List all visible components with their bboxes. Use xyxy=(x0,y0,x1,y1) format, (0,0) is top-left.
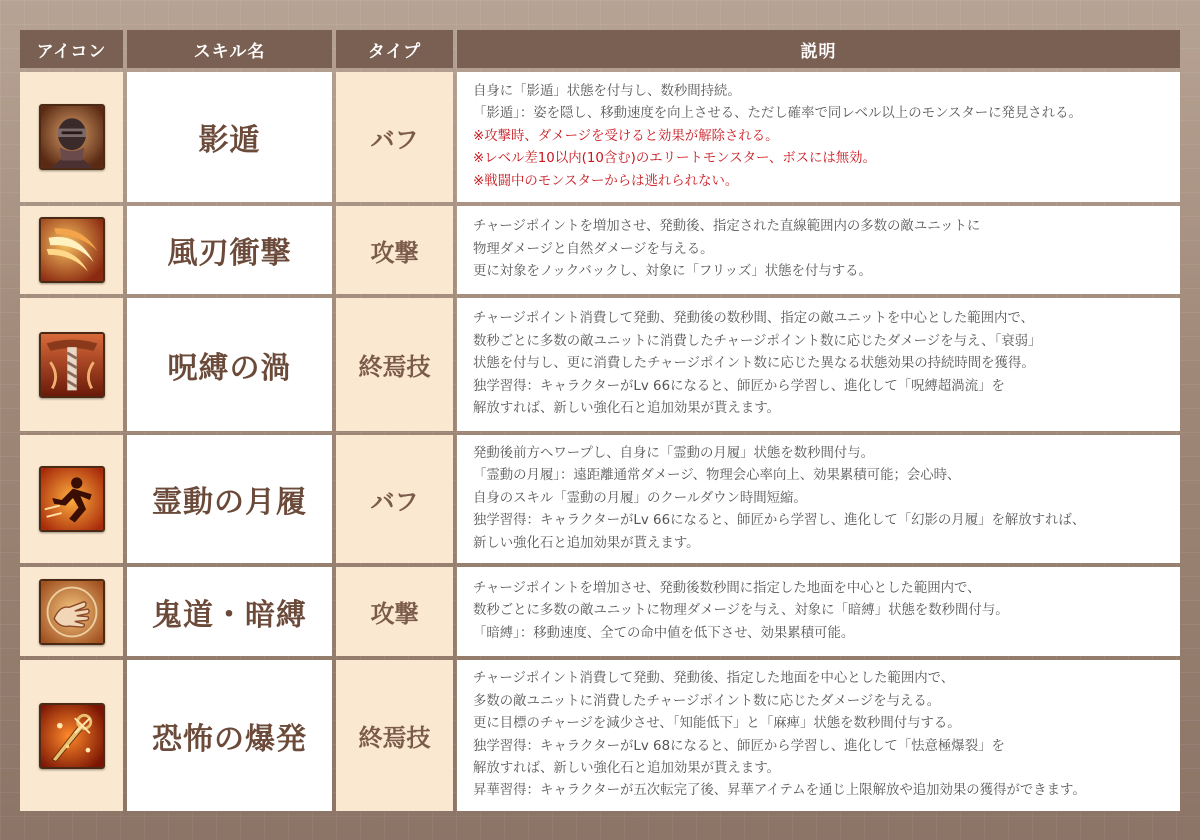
ninja-hood-icon xyxy=(39,104,105,170)
skill-table xyxy=(20,30,1180,808)
skill-icon-cell xyxy=(20,567,123,656)
description-line: ※攻撃時、ダメージを受けると効果が解除される。 xyxy=(473,128,779,144)
skill-icon-cell xyxy=(20,72,123,202)
binding-vortex-icon xyxy=(39,332,105,398)
skill-type: 終焉技 xyxy=(336,298,453,431)
description-line: チャージポイント消費して発動、発動後の数秒間、指定の敵ユニットを中心とした範囲内で、 xyxy=(473,311,1034,327)
skill-type: 攻撃 xyxy=(336,567,453,656)
description-line: ※戦闘中のモンスターからは逃れられない。 xyxy=(473,173,739,189)
skill-type: バフ xyxy=(336,435,453,563)
skill-name: 霊動の月履 xyxy=(127,435,332,563)
header-type: タイプ xyxy=(336,30,453,68)
skill-icon-cell xyxy=(20,435,123,563)
skill-name: 恐怖の爆発 xyxy=(127,660,332,811)
skill-description xyxy=(457,298,1180,431)
description-line: 多数の敵ユニットに消費したチャージポイント数に応じたダメージを与える。 xyxy=(473,693,941,709)
skill-type: バフ xyxy=(336,72,453,202)
skill-type: 終焉技 xyxy=(336,660,453,811)
description-line: 更に対象をノックバックし、対象に「フリッズ」状態を付与する。 xyxy=(473,264,872,280)
description-line: 状態を付与し、更に消費したチャージポイント数に応じた異なる状態効果の持続時間を獲得。 xyxy=(473,356,1035,372)
skill-icon-cell xyxy=(20,206,123,294)
skill-icon-cell xyxy=(20,298,123,431)
skill-name: 影遁 xyxy=(127,72,332,202)
description-line: 物理ダメージと自然ダメージを与える。 xyxy=(473,241,714,257)
skill-description xyxy=(457,72,1180,202)
description-line: 独学習得：キャラクターがLv 68になると、師匠から学習し、進化して「怯意極爆裂」を xyxy=(473,738,1005,754)
description-line: 「影遁」：姿を隠し、移動速度を向上させる、ただし確率で同レベル以上のモンスターに発見される。 xyxy=(473,106,1082,122)
skill-description xyxy=(457,435,1180,563)
description-line: 「霊動の月履」：遠距離通常ダメージ、物理会心率向上、効果累積可能；会心時、 xyxy=(473,468,961,484)
skill-name: 呪縛の渦 xyxy=(127,298,332,431)
description-line: 独学習得：キャラクターがLv 66になると、師匠から学習し、進化して「呪縛超渦流」を xyxy=(473,378,1005,394)
header-skill-name: スキル名 xyxy=(127,30,332,68)
skill-description xyxy=(457,660,1180,811)
description-line: 発動後前方へワープし、自身に「霊動の月履」状態を数秒間付与。 xyxy=(473,445,875,461)
skill-description xyxy=(457,567,1180,656)
description-line: 独学習得：キャラクターがLv 66になると、師匠から学習し、進化して「幻影の月履」を解放すれば、 xyxy=(473,513,1086,529)
description-line: 「暗縛」：移動速度、全ての命中値を低下させ、効果累積可能。 xyxy=(473,625,855,641)
dash-figure-icon xyxy=(39,466,105,532)
description-line: チャージポイントを増加させ、発動後、指定された直線範囲内の多数の敵ユニットに xyxy=(473,219,981,235)
wind-slash-icon xyxy=(39,217,105,283)
description-line: 更に目標のチャージを減少させ、「知能低下」と「麻痺」状態を数秒間付与する。 xyxy=(473,716,961,732)
skill-type: 攻撃 xyxy=(336,206,453,294)
grasping-hand-icon xyxy=(39,579,105,645)
description-line: 新しい強化石と追加効果が貰えます。 xyxy=(473,535,700,551)
description-line: ※レベル差10以内(10含む)のエリートモンスター、ボスには無効。 xyxy=(473,151,876,167)
description-line: 解放すれば、新しい強化石と追加効果が貰えます。 xyxy=(473,401,780,417)
skill-description xyxy=(457,206,1180,294)
description-line: 自身に「影遁」状態を付与し、数秒間持続。 xyxy=(473,83,741,99)
description-line: 解放すれば、新しい強化石と追加効果が貰えます。 xyxy=(473,760,780,776)
description-line: 昇華習得：キャラクターが五次転完了後、昇華アイテムを通じ上限解放や追加効果の獲得ができます。 xyxy=(473,783,1086,799)
description-line: 数秒ごとに多数の敵ユニットに消費したチャージポイント数に応じたダメージを与え、「衰弱」 xyxy=(473,333,1042,349)
description-line: チャージポイント消費して発動、発動後、指定した地面を中心とした範囲内で、 xyxy=(473,671,955,687)
header-description: 説明 xyxy=(457,30,1180,68)
explosive-kunai-icon xyxy=(39,703,105,769)
header-icon: アイコン xyxy=(20,30,123,68)
description-line: 数秒ごとに多数の敵ユニットに物理ダメージを与え、対象に「暗縛」状態を数秒間付与。 xyxy=(473,603,1009,619)
skill-name: 風刃衝撃 xyxy=(127,206,332,294)
skill-icon-cell xyxy=(20,660,123,811)
skill-name: 鬼道・暗縛 xyxy=(127,567,332,656)
description-line: 自身のスキル「霊動の月履」のクールダウン時間短縮。 xyxy=(473,490,807,506)
description-line: チャージポイントを増加させ、発動後数秒間に指定した地面を中心とした範囲内で、 xyxy=(473,580,981,596)
